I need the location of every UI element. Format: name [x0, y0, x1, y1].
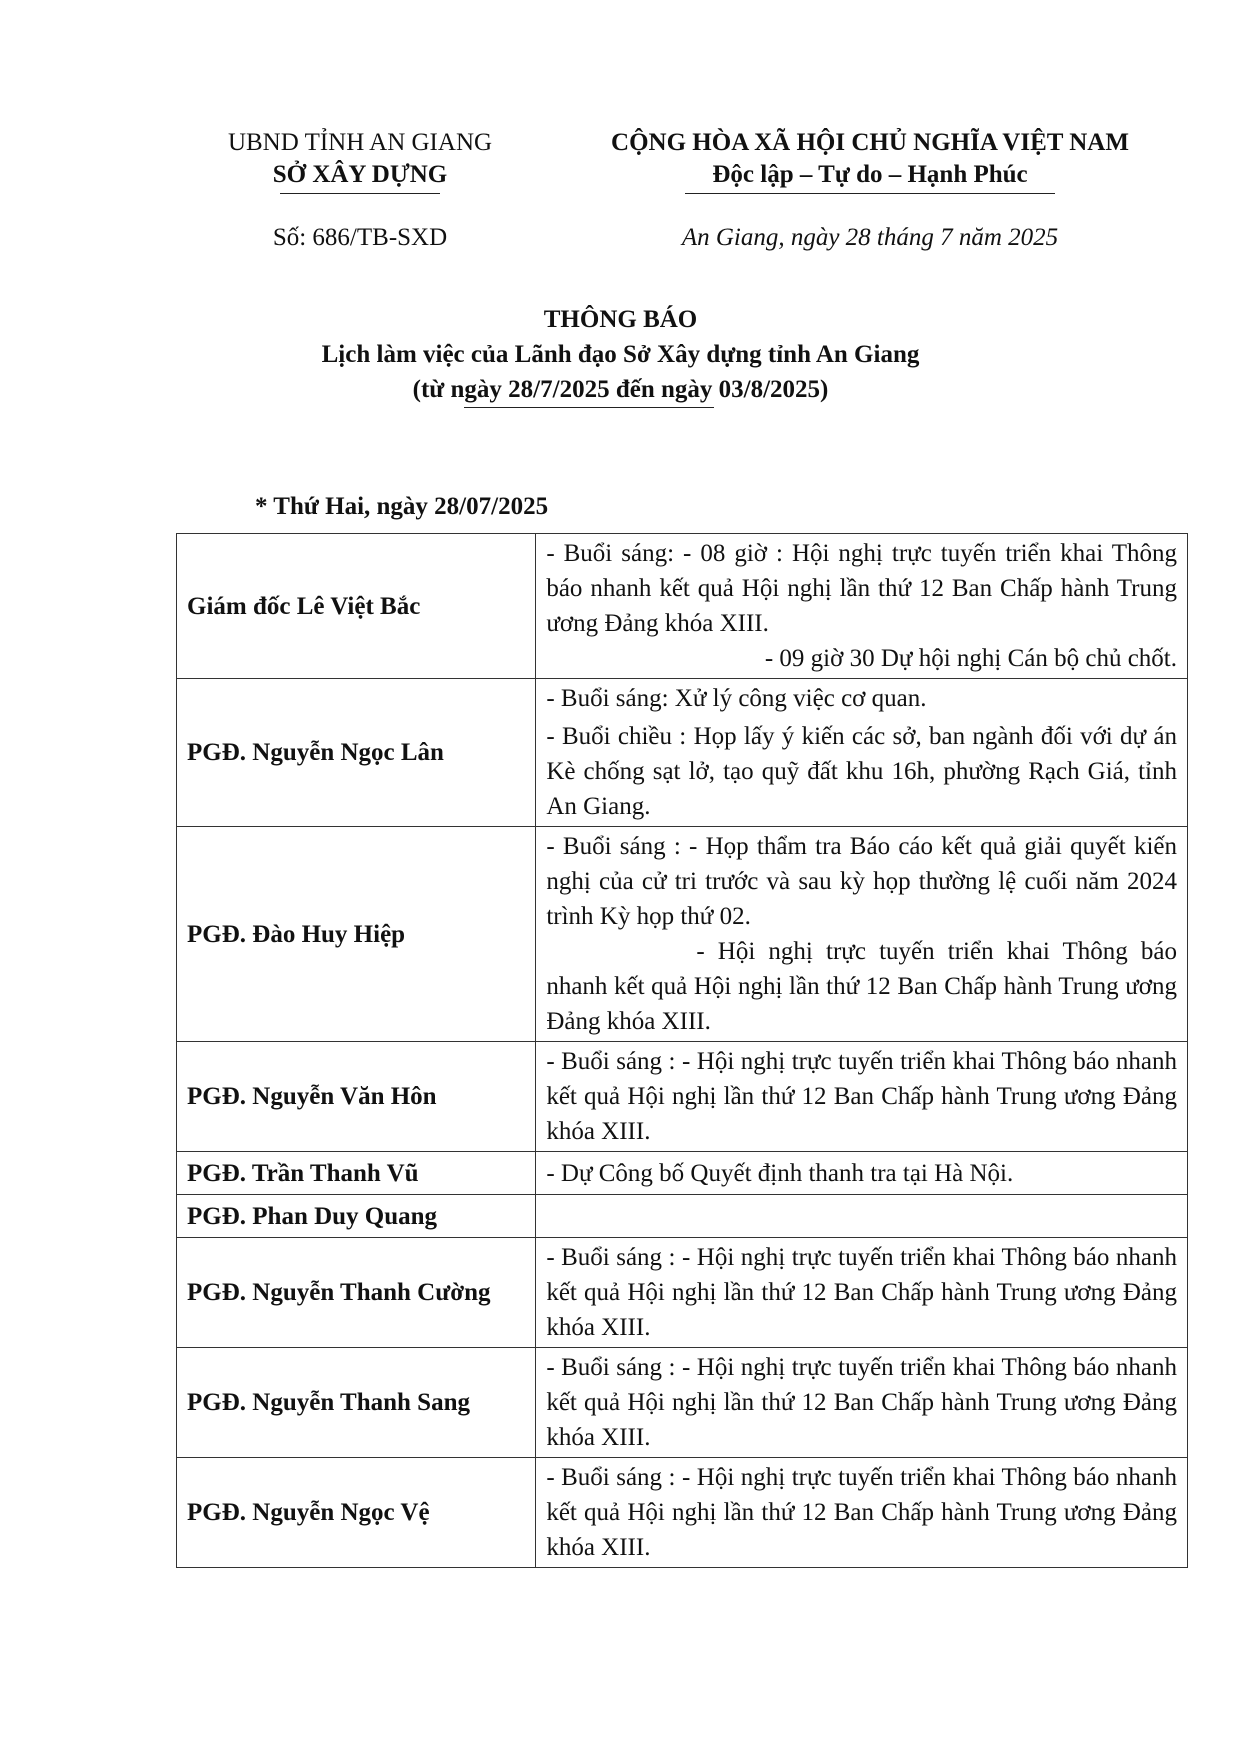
motto-underline	[685, 193, 1055, 194]
table-row	[177, 1348, 1188, 1458]
leader-name: PGĐ. Phan Duy Quang	[177, 1195, 536, 1238]
leader-name: PGĐ. Trần Thanh Vũ	[177, 1152, 536, 1195]
header-left	[220, 127, 500, 254]
task-cell-empty	[536, 1195, 1188, 1238]
leader-name: PGĐ. Nguyễn Thanh Cường	[177, 1238, 536, 1348]
task-line: - Buổi chiều : Họp lấy ý kiến các sở, ban ngành đối với dự án Kè chống sạt lở, tạo quỹ đất khu 16h, phường Rạch Giá, tỉnh An Giang.	[546, 723, 1177, 820]
task-line: - Buổi sáng : - Hội nghị trực tuyến triển khai Thông báo nhanh kết quả Hội nghị lần thứ 12 Ban Chấp hành Trung ương Đảng khóa XIII.	[546, 1244, 1177, 1341]
task-cell	[536, 534, 1188, 679]
task-cell	[536, 1042, 1188, 1152]
department-underline	[280, 193, 440, 194]
table-row	[177, 827, 1188, 1042]
task-line: - Buổi sáng : - Hội nghị trực tuyến triển khai Thông báo nhanh kết quả Hội nghị lần thứ 12 Ban Chấp hành Trung ương Đảng khóa XIII.	[546, 1464, 1177, 1561]
title-block	[0, 302, 1241, 408]
task-line: - 09 giờ 30 Dự hội nghị Cán bộ chủ chốt.	[764, 645, 1177, 672]
table-row	[177, 1152, 1188, 1195]
table-row	[177, 1042, 1188, 1152]
task-cell	[536, 1238, 1188, 1348]
task-line: - Dự Công bố Quyết định thanh tra tại Hà Nội.	[546, 1159, 1014, 1187]
motto: Độc lập – Tự do – Hạnh Phúc	[712, 161, 1028, 188]
country-name: CỘNG HÒA XÃ HỘI CHỦ NGHĨA VIỆT NAM	[611, 129, 1129, 156]
document-heading: THÔNG BÁO	[543, 306, 698, 333]
task-cell	[536, 1152, 1188, 1195]
header-right	[580, 127, 1160, 254]
task-line: - Buổi sáng : - Hội nghị trực tuyến triển khai Thông báo nhanh kết quả Hội nghị lần thứ 12 Ban Chấp hành Trung ương Đảng khóa XIII.	[546, 1354, 1177, 1451]
title-underline	[464, 407, 714, 408]
leader-name: PGĐ. Nguyễn Thanh Sang	[177, 1348, 536, 1458]
task-cell	[536, 827, 1188, 1042]
document-subtitle: Lịch làm việc của Lãnh đạo Sở Xây dựng tỉnh An Giang	[321, 341, 920, 368]
document-period: (từ ngày 28/7/2025 đến ngày 03/8/2025)	[412, 376, 829, 403]
schedule-table	[176, 533, 1188, 1568]
place-date: An Giang, ngày 28 tháng 7 năm 2025	[681, 224, 1059, 251]
table-row	[177, 679, 1188, 827]
leader-name: Giám đốc Lê Việt Bắc	[177, 534, 536, 679]
table-row	[177, 1458, 1188, 1568]
leader-name: PGĐ. Nguyễn Ngọc Lân	[177, 679, 536, 827]
table-row	[177, 1238, 1188, 1348]
task-cell	[536, 1348, 1188, 1458]
table-row	[177, 1195, 1188, 1238]
day-heading: * Thứ Hai, ngày 28/07/2025	[255, 493, 549, 520]
leader-name: PGĐ. Nguyễn Ngọc Vệ	[177, 1458, 536, 1568]
task-line: - Buổi sáng: - 08 giờ : Hội nghị trực tuyến triển khai Thông báo nhanh kết quả Hội nghị lần thứ 12 Ban Chấp hành Trung ương Đảng khóa XIII.	[546, 540, 1177, 637]
agency-name: UBND TỈNH AN GIANG	[227, 129, 493, 156]
task-line: - Buổi sáng : - Họp thẩm tra Báo cáo kết quả giải quyết kiến nghị của cử tri trước và sau kỳ họp thường lệ cuối năm 2024 trình Kỳ họp thứ 02.	[546, 833, 1177, 930]
table-row	[177, 534, 1188, 679]
leader-name: PGĐ. Nguyễn Văn Hôn	[177, 1042, 536, 1152]
task-cell	[536, 1458, 1188, 1568]
task-line: - Buổi sáng : - Hội nghị trực tuyến triển khai Thông báo nhanh kết quả Hội nghị lần thứ 12 Ban Chấp hành Trung ương Đảng khóa XIII.	[546, 1048, 1177, 1145]
task-cell	[536, 679, 1188, 827]
document-number: Số: 686/TB-SXD	[272, 224, 448, 251]
leader-name: PGĐ. Đào Huy Hiệp	[177, 827, 536, 1042]
task-line: - Hội nghị trực tuyến triển khai Thông báo nhanh kết quả Hội nghị lần thứ 12 Ban Chấp hành Trung ương Đảng khóa XIII.	[546, 938, 1177, 1035]
task-line: - Buổi sáng: Xử lý công việc cơ quan.	[546, 685, 927, 712]
department-name: SỞ XÂY DỰNG	[272, 161, 448, 188]
